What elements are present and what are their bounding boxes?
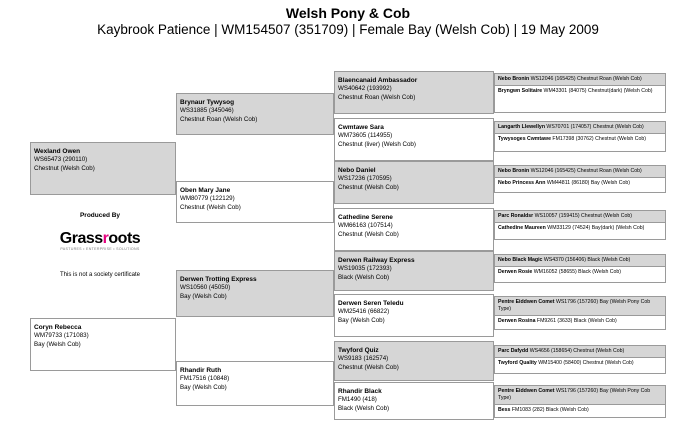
sire-desc: Chestnut (Welsh Cob): [34, 164, 95, 172]
ancestor-row[interactable]: Nebo Princess Ann WM44811 (86180) Bay (Welsh Cob): [495, 177, 665, 189]
horse-name: Rhandir Black: [338, 388, 382, 395]
disclaimer-text: This is not a society certificate: [59, 272, 141, 278]
ancestor-pair-box: [494, 385, 666, 418]
horse-name: Cathedine Serene: [338, 214, 393, 221]
horse-desc: Bay (Welsh Cob): [180, 383, 227, 391]
horse-reg: WS9183 (162574): [338, 355, 389, 362]
horse-name: Cwmtawe Sara: [338, 124, 384, 131]
ancestor-pair-box: [494, 254, 666, 283]
horse-name: Blaencanaid Ambassador: [338, 77, 418, 84]
horse-name: Oben Mary Jane: [180, 187, 231, 194]
granddam-paternal-box[interactable]: [176, 181, 334, 223]
ancestor-row[interactable]: Parc Dafydd WS4656 (158654) Chestnut (Welsh Cob): [495, 346, 665, 357]
ancestor-pair-box: [494, 73, 666, 113]
ancestor-pair-box: [494, 345, 666, 374]
ancestor-row[interactable]: Pentre Eiddwen Comet WS1796 (157260) Bay (Welsh Pony Cob Type): [495, 386, 665, 404]
horse-desc: Chestnut Roan (Welsh Cob): [180, 115, 258, 123]
ancestor-row[interactable]: Nebo Bronin WS12046 (165425) Chestnut Roan (Welsh Cob): [495, 166, 665, 177]
ancestor-pair-box: [494, 210, 666, 240]
page-title: Welsh Pony & Cob: [285, 5, 411, 21]
ancestor-box[interactable]: [334, 382, 494, 420]
horse-desc: Chestnut Roan (Welsh Cob): [338, 93, 416, 101]
dam-reg: WM79733 (171083): [34, 332, 89, 339]
horse-name: Derwen Seren Teledu: [338, 300, 404, 307]
ancestor-box[interactable]: [334, 294, 494, 337]
ancestor-row[interactable]: Cathedine Maureen WM33129 (74524) Bay(dark) (Welsh Cob): [495, 222, 665, 234]
sire-box[interactable]: [30, 142, 176, 195]
horse-reg: WM80779 (122129): [180, 195, 235, 202]
ancestor-row[interactable]: Nebo Black Magic WS4370 (156406) Black (Welsh Cob): [495, 255, 665, 266]
ancestor-row[interactable]: Parc Ronaldsr WS10057 (159415) Chestnut (Welsh Cob): [495, 211, 665, 222]
ancestor-row[interactable]: Tywysoges Cwmtawe FM17398 (30762) Chestnut (Welsh Cob): [495, 133, 665, 145]
ancestor-row[interactable]: Derwen Rosina FM9261 (3633) Black (Welsh Cob): [495, 315, 665, 327]
horse-desc: Bay (Welsh Cob): [180, 292, 227, 300]
granddam-maternal-box[interactable]: [176, 361, 334, 406]
grandsire-maternal-box[interactable]: [176, 270, 334, 317]
ancestor-box[interactable]: [334, 341, 494, 381]
horse-reg: WM25416 (66822): [338, 308, 390, 315]
ancestor-box[interactable]: [334, 251, 494, 291]
horse-desc: Black (Welsh Cob): [338, 404, 390, 412]
ancestor-row[interactable]: Nebo Bronin WS12046 (165425) Chestnut Roan (Welsh Cob): [495, 74, 665, 85]
horse-reg: WS31885 (345046): [180, 107, 234, 114]
ancestor-pair-box: [494, 121, 666, 152]
horse-reg: WS17236 (170595): [338, 175, 392, 182]
ancestor-row[interactable]: Langarth Llewellyn WS70701 (174057) Chestnut (Welsh Cob): [495, 122, 665, 133]
horse-desc: Chestnut (Welsh Cob): [338, 183, 399, 191]
horse-reg: FM1490 (418): [338, 396, 377, 403]
horse-name: Derwen Railway Express: [338, 257, 415, 264]
horse-reg: WS40642 (193992): [338, 85, 392, 92]
horse-desc: Chestnut (Welsh Cob): [338, 230, 399, 238]
horse-name: Derwen Trotting Express: [180, 276, 257, 283]
horse-name: Rhandir Ruth: [180, 367, 222, 374]
produced-by-label: Produced By: [79, 212, 121, 219]
horse-reg: FM17516 (10848): [180, 375, 230, 382]
horse-name: Brynaur Tywysog: [180, 99, 235, 106]
ancestor-box[interactable]: [334, 118, 494, 161]
ancestor-row[interactable]: Twyford Quality WM15400 (58400) Chestnut (Welsh Cob): [495, 357, 665, 369]
horse-desc: Black (Welsh Cob): [338, 273, 390, 281]
dam-name: Coryn Rebecca: [34, 324, 82, 331]
horse-reg: WS10560 (45050): [180, 284, 231, 291]
horse-name: Twyford Quiz: [338, 347, 379, 354]
ancestor-pair-box: [494, 296, 666, 330]
horse-name: Nebo Daniel: [338, 167, 376, 174]
horse-desc: Chestnut (Welsh Cob): [338, 363, 399, 371]
ancestor-row[interactable]: Derwen Rosie WM16052 (58655) Black (Welsh Cob): [495, 266, 665, 278]
sire-reg: WS65473 (290110): [34, 156, 88, 163]
ancestor-row[interactable]: Bryngwn Solitaire WM43301 (84075) Chestnut(dark) (Welsh Cob): [495, 85, 665, 97]
ancestor-row[interactable]: Pentre Eiddwen Comet WS1796 (157260) Bay (Welsh Pony Cob Type): [495, 297, 665, 315]
ancestor-box[interactable]: [334, 208, 494, 251]
ancestor-pair-box: [494, 165, 666, 193]
ancestor-box[interactable]: [334, 161, 494, 204]
dam-desc: Bay (Welsh Cob): [34, 340, 81, 348]
page-subtitle: Kaybrook Patience | WM154507 (351709) | Female Bay (Welsh Cob) | 19 May 2009: [97, 22, 599, 37]
ancestor-row[interactable]: Bess FM1083 (282) Black (Welsh Cob): [495, 404, 665, 416]
grandsire-paternal-box[interactable]: [176, 93, 334, 135]
horse-reg: WS19035 (172393): [338, 265, 392, 272]
dam-box[interactable]: [30, 318, 176, 371]
horse-desc: Chestnut (Welsh Cob): [180, 203, 241, 211]
horse-desc: Chestnut (liver) (Welsh Cob): [338, 140, 416, 148]
horse-desc: Bay (Welsh Cob): [338, 316, 385, 324]
sire-name: Wexland Owen: [34, 148, 81, 155]
logo-tagline: PASTURES • ENTERPRISE • SOLUTIONS: [60, 247, 140, 251]
ancestor-box[interactable]: [334, 71, 494, 114]
horse-reg: WM73605 (114955): [338, 132, 393, 139]
horse-reg: WM66163 (107514): [338, 222, 393, 229]
grassroots-logo[interactable]: Grassroots PASTURES • ENTERPRISE • SOLUTIONS: [30, 230, 170, 251]
